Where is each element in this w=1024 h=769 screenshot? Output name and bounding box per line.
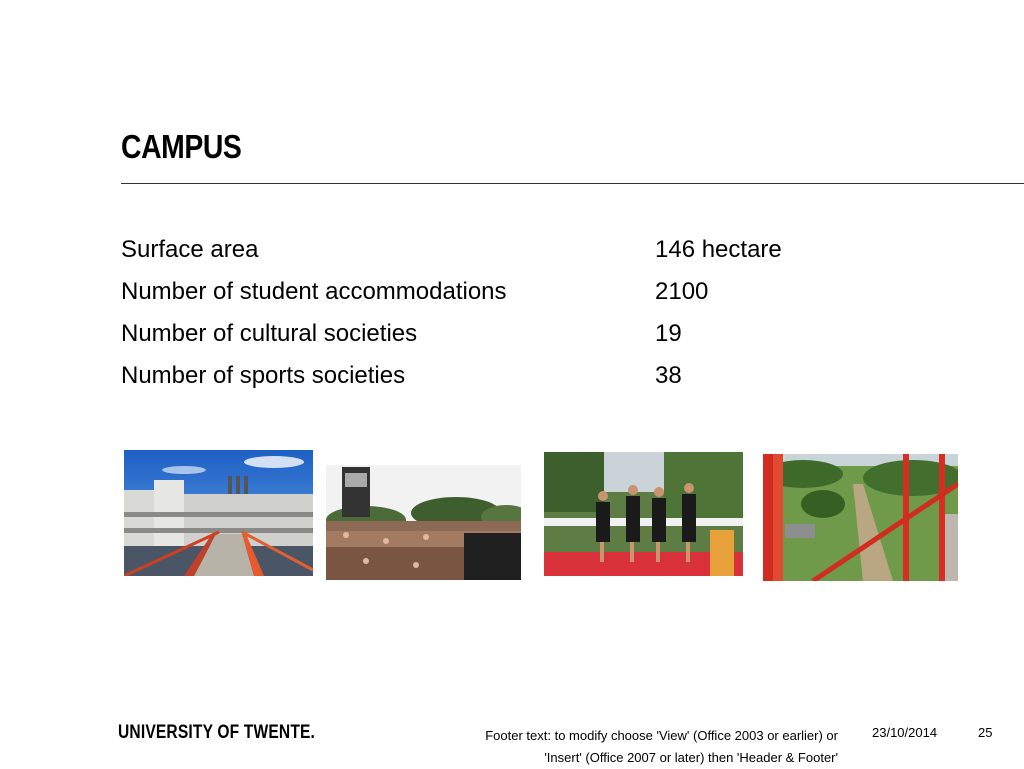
- footer-date: 23/10/2014: [872, 725, 938, 740]
- fact-label: Surface area: [121, 236, 259, 263]
- fact-label: Number of cultural societies: [121, 320, 418, 347]
- fact-value: 19: [655, 320, 682, 347]
- page-number: 25: [978, 725, 993, 740]
- fact-row-surface-area: [121, 236, 901, 278]
- festival-crowd-photo: [326, 465, 521, 580]
- title-divider: [121, 183, 1024, 184]
- university-logo: UNIVERSITY OF TWENTE.: [118, 722, 316, 743]
- footer-text-line2: 'Insert' (Office 2007 or later) then 'Header & Footer': [544, 750, 838, 765]
- fact-value: 146 hectare: [655, 236, 782, 263]
- fact-label: Number of sports societies: [121, 362, 406, 389]
- fact-label: Number of student accommodations: [121, 278, 507, 305]
- footer-text-line1: Footer text: to modify choose 'View' (Office 2003 or earlier) or: [485, 728, 838, 743]
- fact-value: 2100: [655, 278, 709, 305]
- fact-row-student-accommodations: [121, 278, 901, 320]
- athletes-finish-line-photo: [544, 452, 743, 576]
- fact-row-cultural-societies: [121, 320, 901, 362]
- slide-title: CAMPUS: [121, 128, 242, 165]
- facts-table: [121, 236, 901, 404]
- fact-value: 38: [655, 362, 682, 389]
- footer-text: [440, 725, 838, 769]
- campus-aerial-view-photo: [763, 454, 958, 581]
- campus-building-photo: [124, 450, 313, 576]
- fact-row-sports-societies: [121, 362, 901, 404]
